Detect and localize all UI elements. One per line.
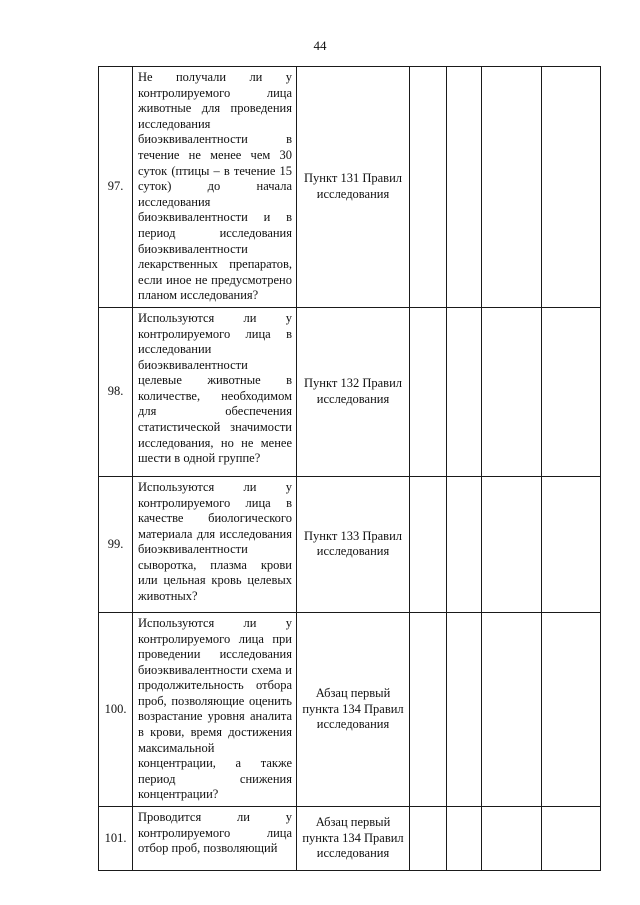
reference-cell: Пункт 133 Правил исследования — [297, 476, 410, 612]
row-number: 101. — [99, 807, 133, 871]
note-cell — [542, 612, 601, 806]
note-cell — [542, 807, 601, 871]
answer-cell-not-applicable — [482, 476, 542, 612]
answer-cell-yes — [410, 476, 447, 612]
answer-cell-yes — [410, 67, 447, 308]
reference-cell: Пункт 132 Правил исследования — [297, 307, 410, 476]
answer-cell-no — [447, 67, 482, 308]
answer-cell-no — [447, 476, 482, 612]
answer-cell-no — [447, 612, 482, 806]
answer-cell-not-applicable — [482, 612, 542, 806]
note-cell — [542, 67, 601, 308]
note-cell — [542, 307, 601, 476]
answer-cell-not-applicable — [482, 307, 542, 476]
row-number: 98. — [99, 307, 133, 476]
question-cell: Проводится ли у контролируемого лица отбор проб, позволяющий — [133, 807, 297, 871]
answer-cell-not-applicable — [482, 67, 542, 308]
row-number: 100. — [99, 612, 133, 806]
reference-cell: Пункт 131 Правил исследования — [297, 67, 410, 308]
checklist-table — [98, 66, 601, 871]
answer-cell-no — [447, 807, 482, 871]
reference-cell: Абзац первый пункта 134 Правил исследования — [297, 612, 410, 806]
table-row — [99, 67, 601, 308]
question-cell: Используются ли у контролируемого лица в качестве биологического материала для исследования биоэквивалентности сыворотка, плазма крови или цельная кровь целевых животных? — [133, 476, 297, 612]
row-number: 99. — [99, 476, 133, 612]
answer-cell-no — [447, 307, 482, 476]
answer-cell-yes — [410, 612, 447, 806]
row-number: 97. — [99, 67, 133, 308]
answer-cell-yes — [410, 307, 447, 476]
page-number: 44 — [313, 38, 327, 53]
table-row — [99, 307, 601, 476]
note-cell — [542, 476, 601, 612]
table-row — [99, 612, 601, 806]
question-cell: Не получали ли у контролируемого лица животные для проведения исследования биоэквивалентности в течение не менее чем 30 суток (птицы – в течение 15 суток) до начала исследования биоэквивалентности и в период исследования биоэквивалентности лекарственных препаратов, если иное не предусмотрено планом исследования? — [133, 67, 297, 308]
answer-cell-not-applicable — [482, 807, 542, 871]
answer-cell-yes — [410, 807, 447, 871]
table-row — [99, 807, 601, 871]
reference-cell: Абзац первый пункта 134 Правил исследования — [297, 807, 410, 871]
table-row — [99, 476, 601, 612]
question-cell: Используются ли у контролируемого лица в исследовании биоэквивалентности целевые животные в количестве, необходимом для обеспечения статистической значимости исследования, но не менее шести в одной группе? — [133, 307, 297, 476]
question-cell: Используются ли у контролируемого лица при проведении исследования биоэквивалентности схема и продолжительность отбора проб, позволяющие оценить возрастание уровня аналита в крови, время достижения максимальной концентрации, а также период снижения концентрации? — [133, 612, 297, 806]
